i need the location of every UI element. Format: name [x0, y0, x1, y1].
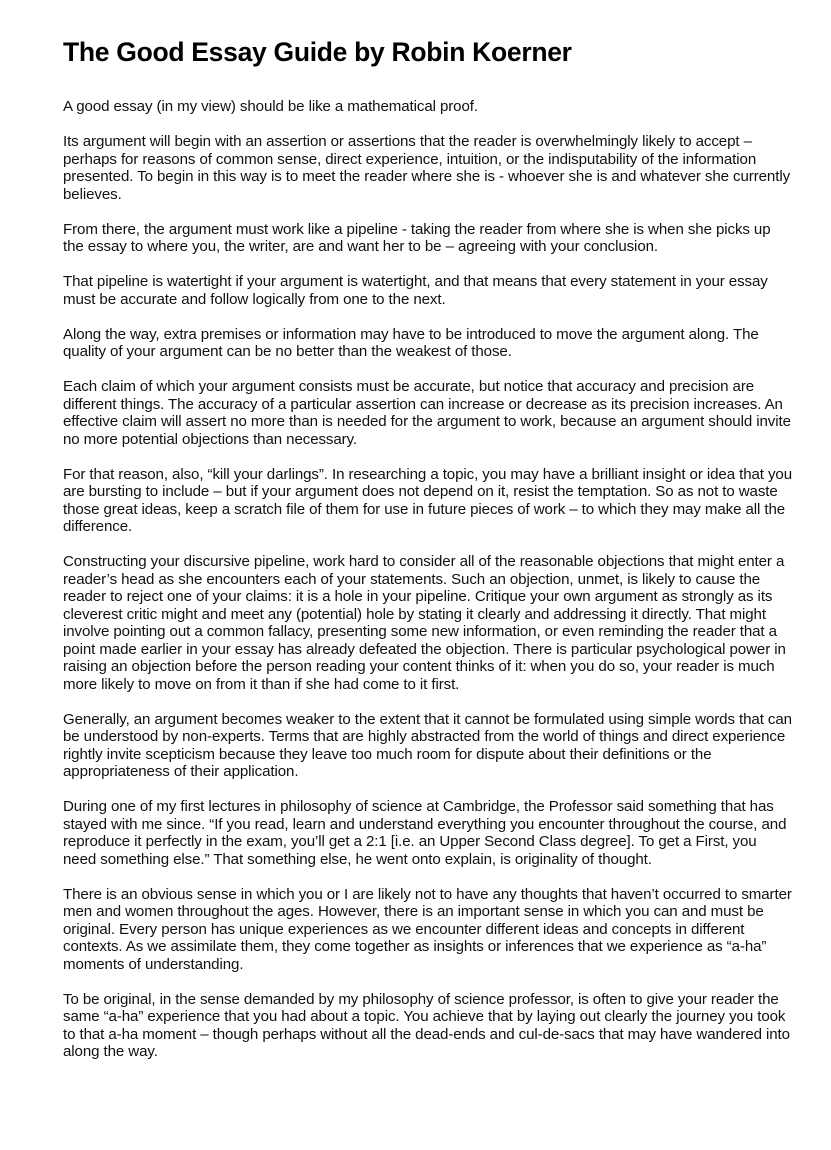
paragraph-premises: Along the way, extra premises or information may have to be introduced to move the argument along. The quality of your argument can be no better than the weakest of those.: [63, 325, 759, 360]
paragraph-accuracy: Each claim of which your argument consists must be accurate, but notice that accuracy and precision are different things. The accuracy of a particular assertion can increase or decrease as its precision increases. An effective claim will assert no more than is needed for the argument to work, because an argument should invite no more potential objections than necessary.: [63, 378, 791, 448]
document-title: The Good Essay Guide by Robin Koerner: [63, 37, 572, 67]
paragraph-pipeline: From there, the argument must work like a pipeline - taking the reader from where she is when she picks up the essay to where you, the writer, are and want her to be – agreeing with your conclusion.: [63, 220, 771, 255]
paragraph-objections: Constructing your discursive pipeline, work hard to consider all of the reasonable objections that might enter a reader’s head as she encounters each of your statements. Such an objection, unmet, is likely to cause the reader to reject one of your claims: it is a hole in your pipeline. Critique your own argument as strongly as its cleverest critic might and meet any (potential) hole by stating it clearly and addressing it directly. That might involve pointing out a common fallacy, presenting some new information, or even reminding the reader that a point made earlier in your essay has already defeated the objection. There is particular psychological power in raising an objection before the person reading your content thinks of it: when you do so, your reader is much more likely to move on from it than if she had come to it first.: [63, 553, 786, 693]
document-page: [63, 34, 793, 1078]
paragraph-a-ha: To be original, in the sense demanded by my philosophy of science professor, is often to give your reader the same “a-ha” experience that you had about a topic. You achieve that by laying out clearly the journey you took to that a-ha moment – though perhaps without all the dead-ends and cul-de-sacs that may have wandered into along the way.: [63, 990, 790, 1060]
paragraph-watertight: That pipeline is watertight if your argument is watertight, and that means that every statement in your essay must be accurate and follow logically from one to the next.: [63, 273, 768, 308]
paragraph-intro: A good essay (in my view) should be like a mathematical proof.: [63, 98, 478, 115]
paragraph-darlings: For that reason, also, “kill your darlings”. In researching a topic, you may have a brilliant insight or idea that you are bursting to include – but if your argument does not depend on it, resist the temptation. So as not to waste those great ideas, keep a scratch file of them for use in future pieces of work – to which they may make all the difference.: [63, 465, 793, 535]
paragraph-originality: There is an obvious sense in which you or I are likely not to have any thoughts that haven’t occurred to smarter men and women throughout the ages. However, there is an important sense in which you can and must be original. Every person has unique experiences as we encounter different ideas and concepts in different contexts. As we assimilate them, they come together as insights or inferences that we experience as “a-ha” moments of understanding.: [63, 885, 792, 973]
paragraph-cambridge: During one of my first lectures in philosophy of science at Cambridge, the Professor said something that has stayed with me since. “If you read, learn and understand everything you encounter throughout the course, and reproduce it perfectly in the exam, you’ll get a 2:1 [i.e. an Upper Second Class degree]. To get a First, you need something else.” That something else, he went onto explain, is originality of thought.: [63, 798, 787, 868]
paragraph-assertions: Its argument will begin with an assertion or assertions that the reader is overwhelmingly likely to accept – perhaps for reasons of common sense, direct experience, intuition, or the indisputability of the information presented. To begin in this way is to meet the reader where she is - whoever she is and whatever she currently believes.: [63, 133, 791, 203]
paragraph-simple-words: Generally, an argument becomes weaker to the extent that it cannot be formulated using simple words that can be understood by non-experts. Terms that are highly abstracted from the world of things and direct experience rightly invite scepticism because they leave too much room for dispute about their definitions or the appropriateness of their application.: [63, 710, 792, 780]
